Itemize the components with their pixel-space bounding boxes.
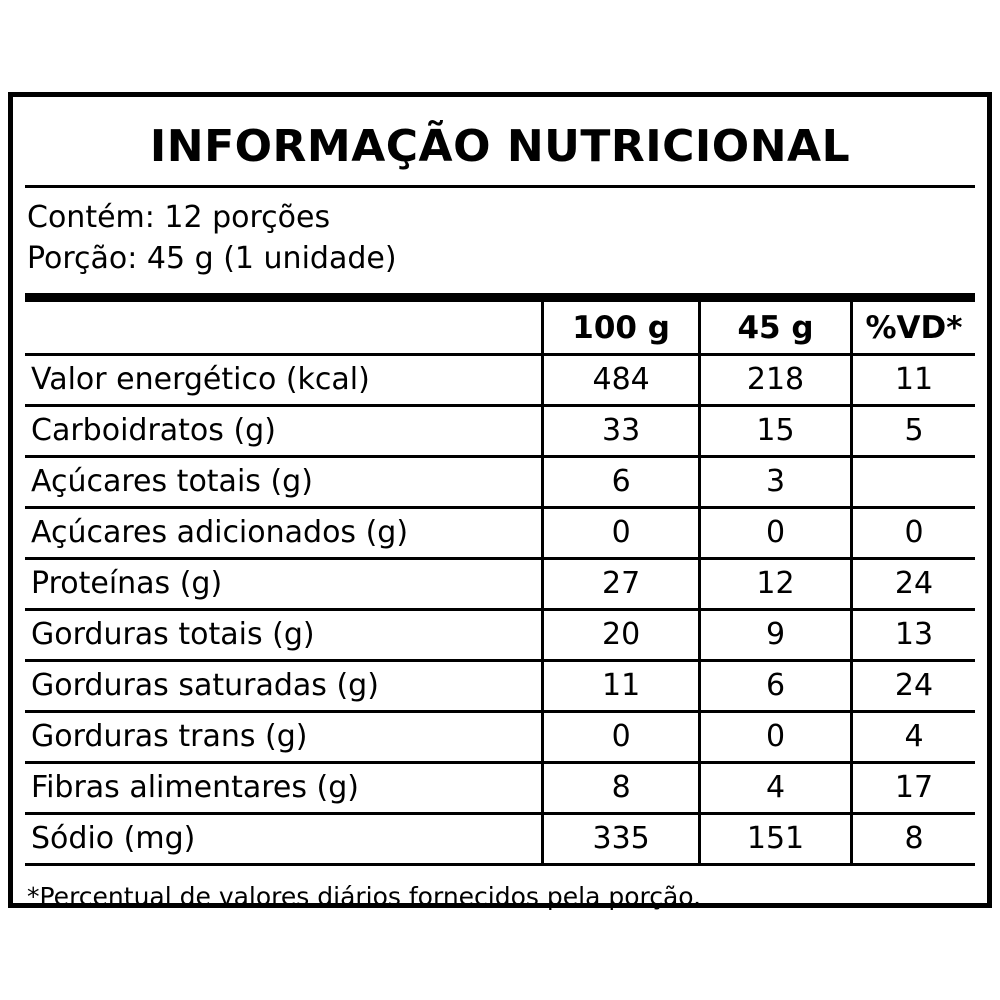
table-row [25, 763, 975, 814]
nutrient-portion: 0 [700, 712, 852, 763]
table-row [25, 712, 975, 763]
nutrient-portion: 151 [700, 814, 852, 864]
nutrient-portion: 15 [700, 406, 852, 457]
nutrient-name: Gorduras trans (g) [25, 712, 543, 763]
nutrient-portion: 218 [700, 355, 852, 406]
nutrient-portion: 12 [700, 559, 852, 610]
nutrient-100g: 6 [543, 457, 700, 508]
table-row [25, 406, 975, 457]
column-header-nutrient [25, 302, 543, 355]
nutrient-vd: 5 [852, 406, 976, 457]
nutrient-portion: 9 [700, 610, 852, 661]
nutrient-name: Fibras alimentares (g) [25, 763, 543, 814]
title-divider [25, 185, 975, 188]
nutrition-table-wrapper [25, 302, 975, 863]
nutrient-100g: 8 [543, 763, 700, 814]
nutrient-name: Açúcares totais (g) [25, 457, 543, 508]
table-row [25, 559, 975, 610]
nutrient-name: Proteínas (g) [25, 559, 543, 610]
nutrient-name: Carboidratos (g) [25, 406, 543, 457]
serving-size: Porção: 45 g (1 unidade) [27, 240, 397, 276]
header-thick-divider [25, 293, 975, 302]
footnote-divider [25, 863, 975, 866]
nutrient-100g: 27 [543, 559, 700, 610]
table-header-row [25, 302, 975, 355]
nutrient-portion: 0 [700, 508, 852, 559]
nutrient-100g: 33 [543, 406, 700, 457]
table-body [25, 355, 975, 864]
nutrient-name: Valor energético (kcal) [25, 355, 543, 406]
nutrient-name: Sódio (mg) [31, 821, 196, 857]
nutrient-vd: 8 [852, 814, 976, 864]
nutrient-name: Gorduras totais (g) [25, 610, 543, 661]
nutrition-facts-panel [8, 92, 992, 912]
table-row [25, 355, 975, 406]
nutrient-100g: 484 [543, 355, 700, 406]
column-header-portion: 45 g [700, 302, 852, 355]
nutrient-vd: 13 [852, 610, 976, 661]
nutrient-portion: 6 [700, 661, 852, 712]
table-row [25, 508, 975, 559]
nutrient-100g: 20 [543, 610, 700, 661]
nutrient-vd: 4 [852, 712, 976, 763]
nutrient-vd: 17 [852, 763, 976, 814]
table-row [25, 814, 975, 864]
nutrient-name: Gorduras saturadas (g) [25, 661, 543, 712]
nutrient-portion: 3 [700, 457, 852, 508]
serving-info [25, 196, 975, 287]
nutrient-100g: 0 [543, 712, 700, 763]
table-row [25, 457, 975, 508]
nutrient-vd: 11 [852, 355, 976, 406]
nutrition-table [25, 302, 975, 863]
column-header-vd: %VD* [852, 302, 976, 355]
nutrient-vd: 24 [852, 661, 976, 712]
nutrient-vd: 24 [852, 559, 976, 610]
nutrient-100g: 0 [543, 508, 700, 559]
page-title: INFORMAÇÃO NUTRICIONAL [149, 121, 851, 172]
nutrient-vd [852, 457, 976, 508]
nutrient-name: Açúcares adicionados (g) [25, 508, 543, 559]
nutrient-portion: 4 [700, 763, 852, 814]
table-header [25, 302, 975, 355]
nutrient-vd: 0 [852, 508, 976, 559]
nutrient-100g: 11 [543, 661, 700, 712]
servings-per-container: Contém: 12 porções [27, 200, 331, 236]
column-header-100g: 100 g [543, 302, 700, 355]
nutrient-100g: 335 [543, 814, 700, 864]
table-row [25, 661, 975, 712]
table-row [25, 610, 975, 661]
footnote-text: *Percentual de valores diários fornecidos pela porção. [27, 882, 702, 912]
